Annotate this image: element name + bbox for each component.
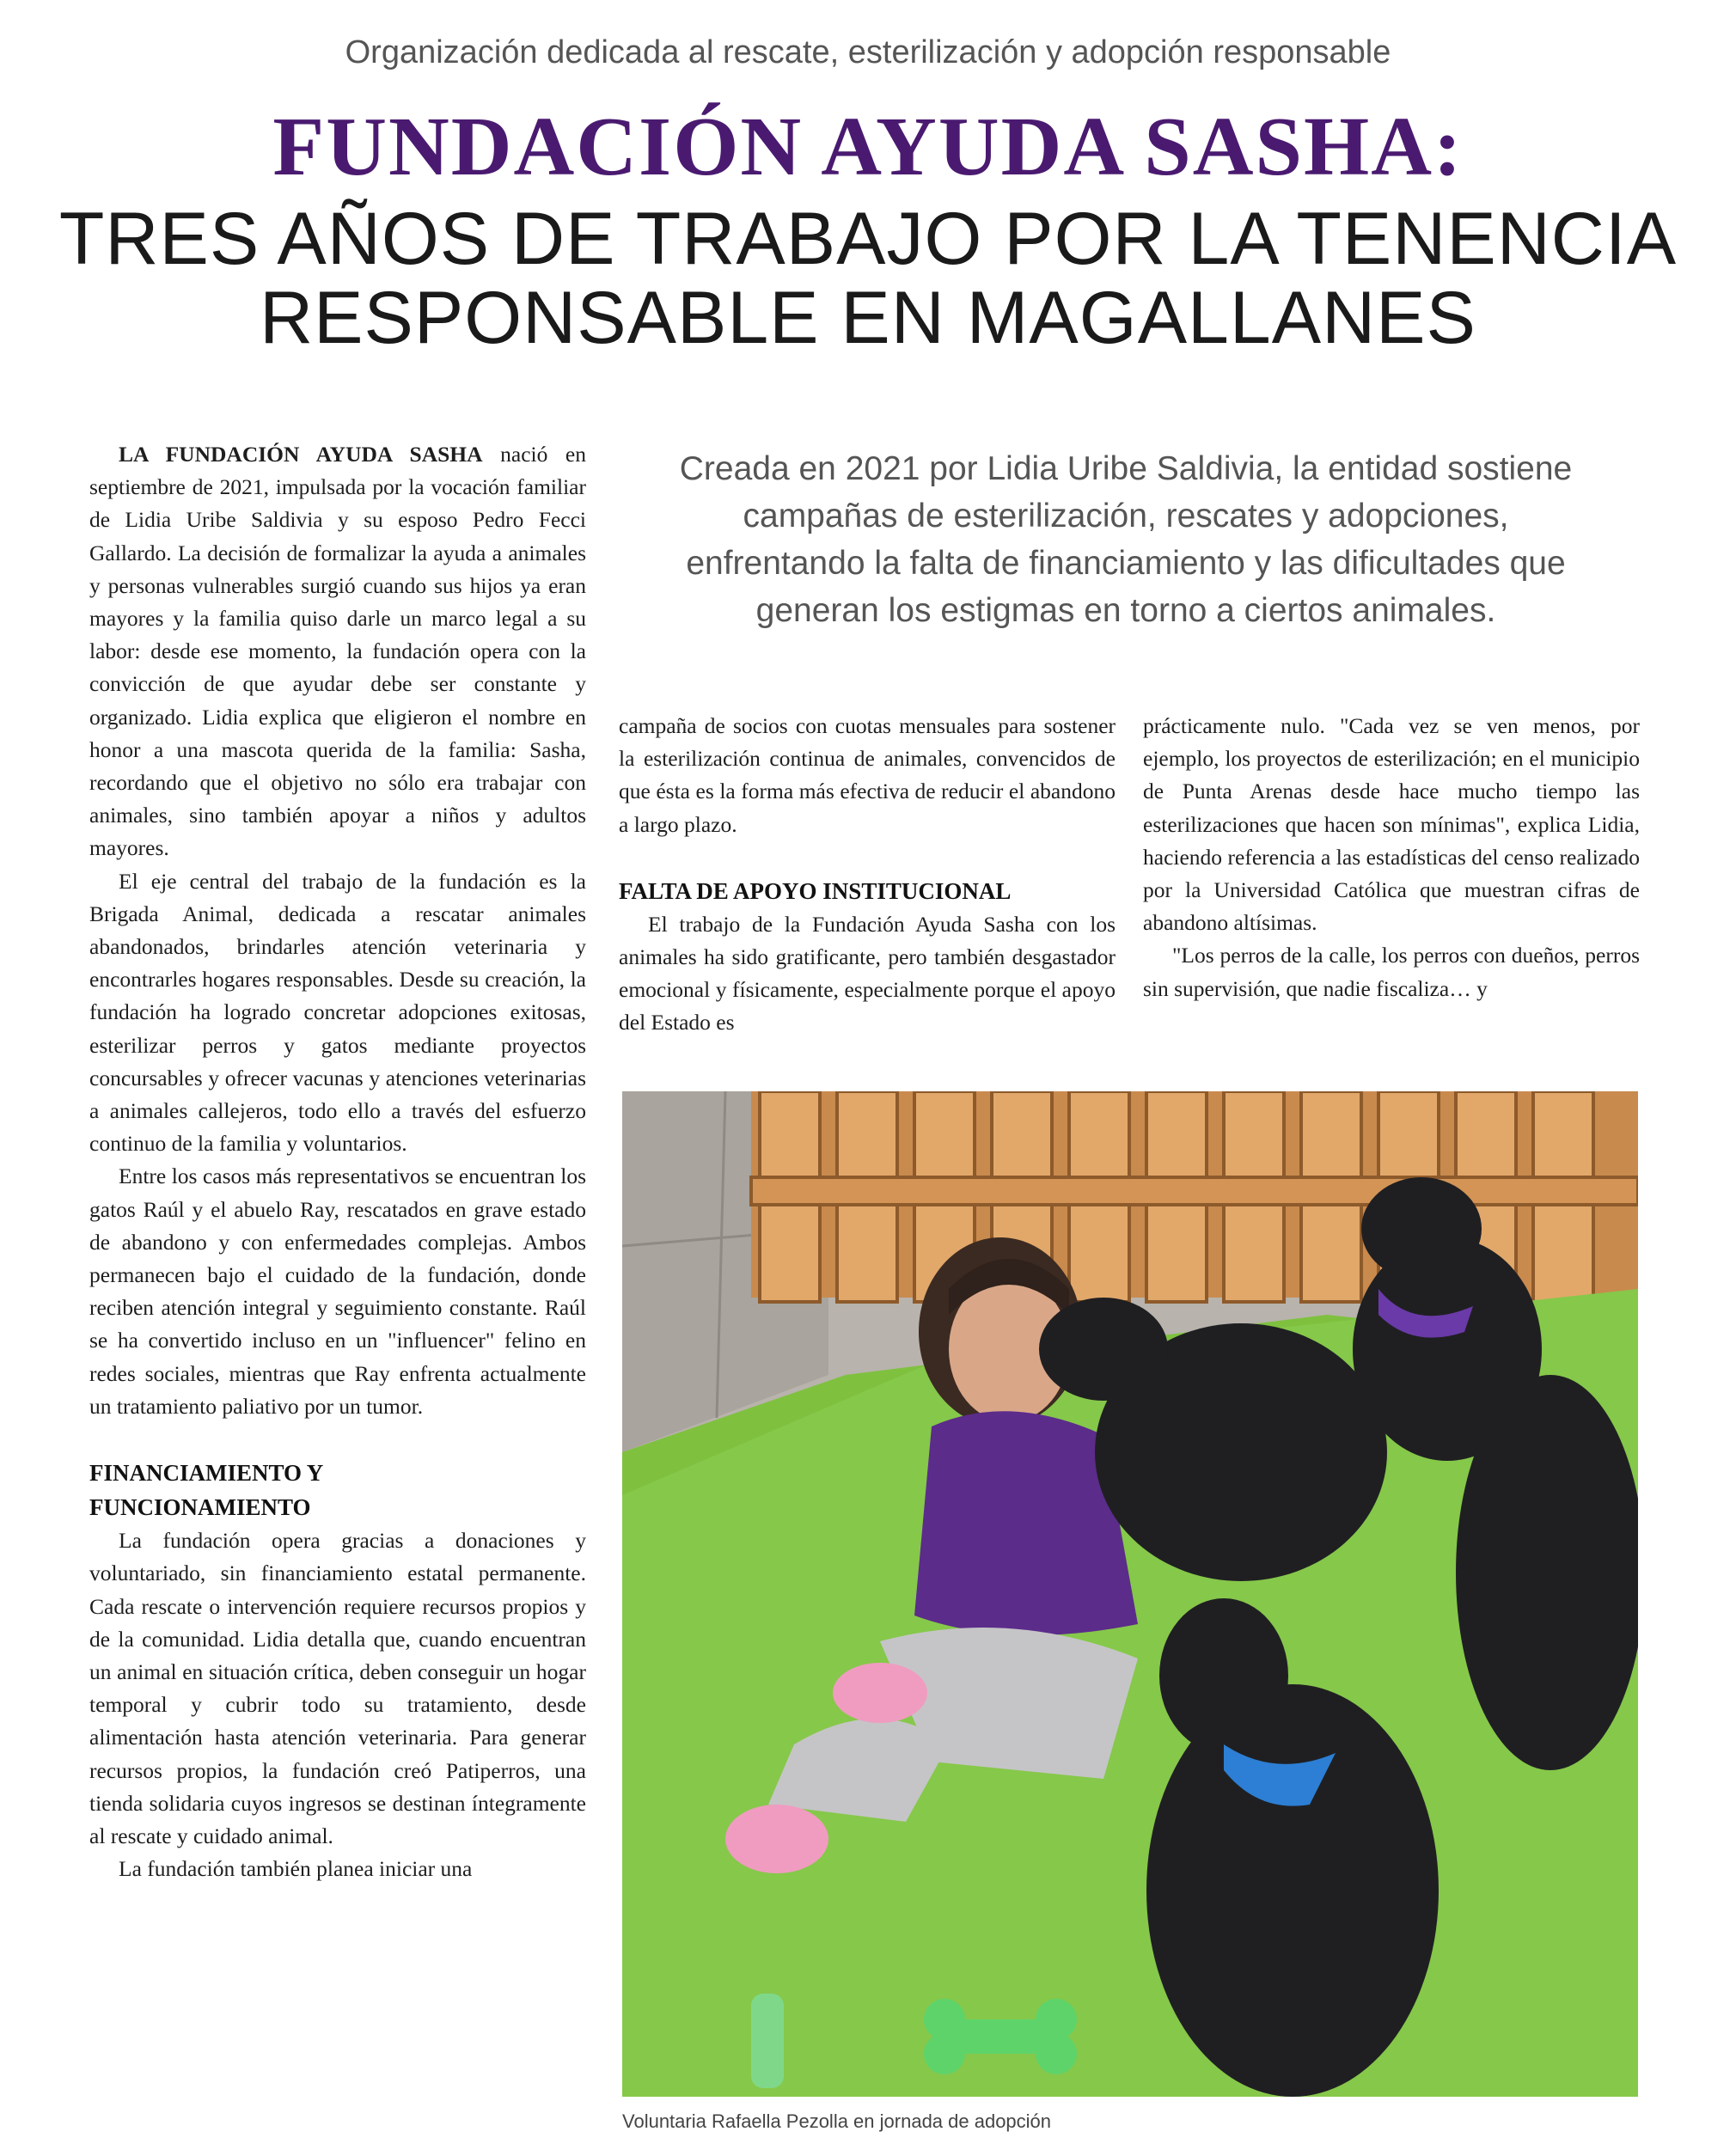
- section-heading: FALTA DE APOYO INSTITUCIONAL: [619, 877, 1012, 904]
- chew-toy: [751, 1994, 784, 2088]
- pullquote-line: generan los estigmas en torno a ciertos animales.: [755, 592, 1496, 629]
- pullquote-line: Creada en 2021 por Lidia Uribe Saldivia, la entidad sostiene: [679, 450, 1573, 487]
- paragraph: El eje central del trabajo de la fundación es la Brigada Animal, dedicada a rescatar animales abandonados, brindarles atención veterinaria y encontrarles hogares responsables. Desde su creación, la fundación ha logrado concretar adopciones exitosas, esterilizar perros y gatos mediante proyectos concursables y ofrecer vacunas y atenciones veterinarias a animales callejeros, todo ello a través del esfuerzo continuo de la familia y voluntarios.: [89, 868, 586, 1157]
- article-column-1: [89, 438, 586, 1885]
- subtitle-line-2: RESPONSABLE EN MAGALLANES: [260, 277, 1476, 359]
- paragraph: "Los perros de la calle, los perros con dueños, perros sin supervisión, que nadie fiscaliza… y: [1143, 943, 1640, 1001]
- kicker: Organización dedicada al rescate, esterilización y adopción responsable: [345, 34, 1391, 70]
- heading-line: FINANCIAMIENTO Y: [89, 1460, 324, 1487]
- paragraph: La fundación opera gracias a donaciones y voluntariado, sin financiamiento estatal permanente. Cada rescate o intervención requiere recursos propios y de la comunidad. Lidia detalla que, cuando encuentran un animal en situación crítica, deben conseguir un hogar temporal y cubrir todo su tratamiento, desde alimentación hasta atención veterinaria. Para generar recursos propios, la fundación creó Patiperros, una tienda solidaria cuyos ingresos se destinan íntegramente al rescate y cuidado animal.: [89, 1528, 586, 1848]
- article-column-3: [1143, 710, 1640, 1005]
- lead-in: LA FUNDACIÓN AYUDA SASHA: [119, 442, 483, 467]
- section-heading: [89, 1456, 586, 1524]
- photo-illustration: [622, 1091, 1638, 2097]
- pullquote: [627, 445, 1624, 634]
- paragraph: La fundación también planea iniciar una: [119, 1856, 473, 1882]
- article-photo: [622, 1091, 1638, 2097]
- subtitle-line-1: TRES AÑOS DE TRABAJO POR LA TENENCIA: [58, 198, 1678, 280]
- paragraph: prácticamente nulo. "Cada vez se ven menos, por ejemplo, los proyectos de esterilización; en el municipio de Punta Arenas desde hace mucho tiempo las esterilizaciones que hacen son mínimas", explica Lidia, haciendo referencia a las estadísticas del censo realizado por la Universidad Católica que muestran cifras de abandono altísimas.: [1143, 713, 1640, 936]
- article-column-2: [619, 710, 1116, 1040]
- paragraph: campaña de socios con cuotas mensuales para sostener la esterilización continua de animales, convencidos de que ésta es la forma más efectiva de reducir el abandono a largo plazo.: [619, 713, 1116, 837]
- photo-caption: Voluntaria Rafaella Pezolla en jornada de adopción: [622, 2110, 1052, 2132]
- article-title: FUNDACIÓN AYUDA SASHA:: [272, 101, 1464, 193]
- article-subtitle: [0, 199, 1736, 357]
- heading-line: FUNCIONAMIENTO: [89, 1494, 311, 1521]
- paragraph: El trabajo de la Fundación Ayuda Sasha con los animales ha sido gratificante, pero también desgastador emocional y físicamente, especialmente porque el apoyo del Estado es: [619, 911, 1116, 1035]
- paragraph: Entre los casos más representativos se encuentran los gatos Raúl y el abuelo Ray, rescatados en grave estado de abandono y con enfermedades complejas. Ambos permanecen bajo el cuidado de la fundación, donde reciben atención integral y seguimiento constante. Raúl se ha convertido incluso en un "influencer" felino en redes sociales, mientras que Ray enfrenta actualmente un tratamiento paliativo por un tumor.: [89, 1164, 586, 1419]
- pullquote-line: enfrentando la falta de financiamiento y las dificultades que: [686, 545, 1566, 582]
- pullquote-line: campañas de esterilización, rescates y adopciones,: [743, 498, 1509, 534]
- paragraph: [89, 438, 586, 865]
- paragraph-text: nació en septiembre de 2021, impulsada por la vocación familiar de Lidia Uribe Saldivia y su esposo Pedro Fecci Gallardo. La decisión de formalizar la ayuda a animales y personas vulnerables surgió cuando sus hijos ya eran mayores y la familia quiso darle un marco legal a su labor: desde ese momento, la fundación opera con la convicción de que ayudar debe ser constante y organizado. Lidia explica que eligieron el nombre en honor a una mascota querida de la familia: Sasha, recordando que el objetivo no sólo era trabajar con animales, sino también apoyar a niños y adultos mayores.: [89, 442, 586, 861]
